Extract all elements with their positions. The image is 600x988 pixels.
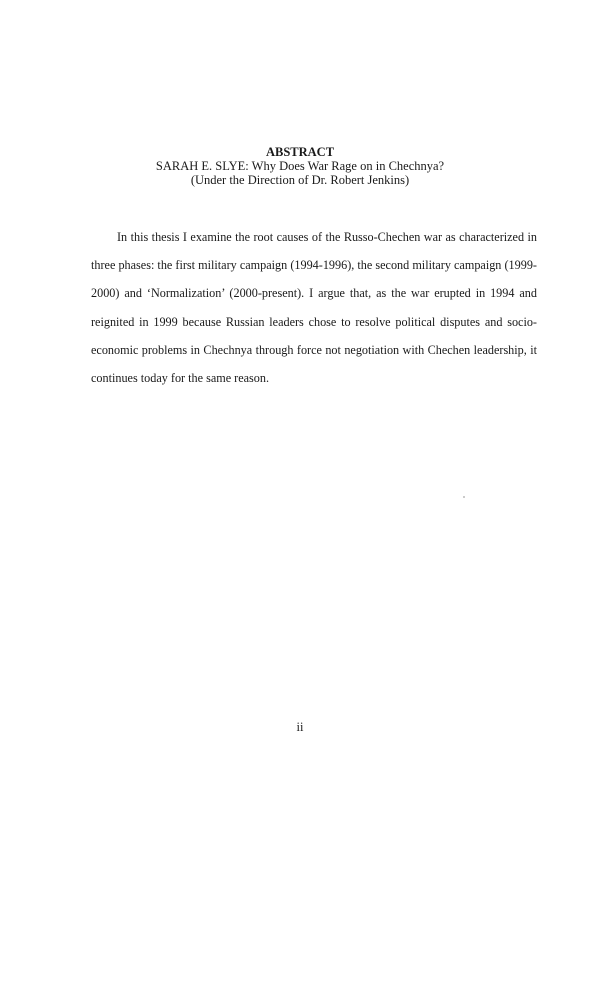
scan-artifact xyxy=(463,496,465,498)
paragraph-line: economic problems in Chechnya through force not negotiation with Chechen leadership, it xyxy=(91,342,537,357)
advisor-line: (Under the Direction of Dr. Robert Jenkins) xyxy=(190,173,410,187)
paragraph-line: 2000) and ‘Normalization’ (2000-present). I argue that, as the war erupted in 1994 and xyxy=(91,286,537,301)
paragraph-line: reignited in 1999 because Russian leaders chose to resolve political disputes and socio- xyxy=(91,314,537,329)
paragraph-line: In this thesis I examine the root causes of the Russo-Chechen war as characterized in xyxy=(117,230,537,244)
paragraph-line: three phases: the first military campaign (1994-1996), the second military campaign (1999- xyxy=(91,258,537,273)
abstract-heading: ABSTRACT xyxy=(265,145,335,159)
abstract-paragraph xyxy=(91,223,537,392)
page-number: ii xyxy=(296,720,304,734)
paragraph-line: continues today for the same reason. xyxy=(91,371,270,386)
author-and-title: SARAH E. SLYE: Why Does War Rage on in Chechnya? xyxy=(155,159,445,173)
